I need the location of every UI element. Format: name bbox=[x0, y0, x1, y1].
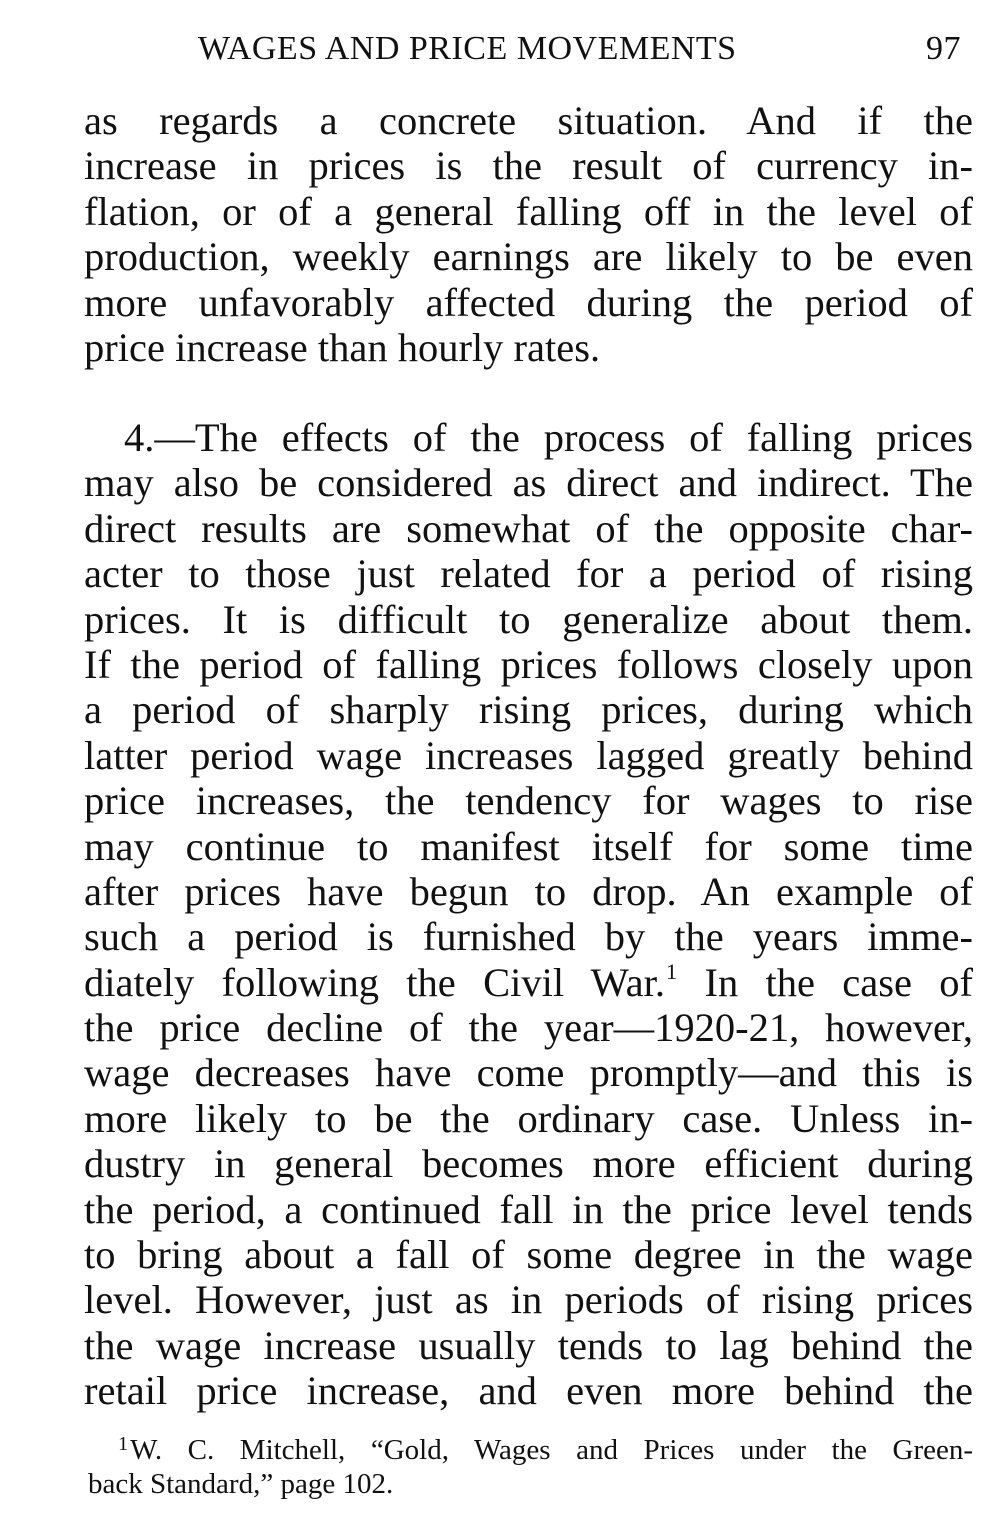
text-line: 4.—The effects of the process of falling prices bbox=[124, 415, 973, 460]
text-line: more likely to be the ordinary case. Unless in- bbox=[84, 1095, 973, 1141]
footnote-marker: 1 bbox=[118, 1432, 129, 1455]
text-line: flation, or of a general falling off in the level of bbox=[84, 188, 973, 234]
paragraph-continued bbox=[84, 98, 973, 370]
footnote-line bbox=[88, 1433, 973, 1467]
text-line: after prices have begun to drop. An example of bbox=[84, 868, 973, 914]
text-line: prices. It is difficult to generalize about them. bbox=[84, 596, 973, 642]
text-line: direct results are somewhat of the opposite char- bbox=[84, 505, 973, 551]
text-line: a period of sharply rising prices, during which bbox=[84, 687, 973, 733]
text-line: latter period wage increases lagged greatly behind bbox=[84, 732, 973, 778]
footnote-line: back Standard,” page 102. bbox=[88, 1468, 394, 1500]
text-line: the wage increase usually tends to lag behind the bbox=[84, 1322, 973, 1368]
text-line: production, weekly earnings are likely to be even bbox=[84, 234, 973, 280]
text-line: price increase than hourly rates. bbox=[84, 324, 601, 370]
text-line: wage decreases have come promptly—and this is bbox=[84, 1050, 973, 1096]
text-segment: diately following the Civil War. bbox=[84, 959, 666, 1005]
text-line: acter to those just related for a period of rising bbox=[84, 551, 973, 597]
text-line: dustry in general becomes more efficient during bbox=[84, 1141, 973, 1187]
text-line: may continue to manifest itself for some time bbox=[84, 823, 973, 869]
text-line: as regards a concrete situation. And if the bbox=[84, 98, 973, 143]
text-line: may also be considered as direct and indirect. The bbox=[84, 460, 973, 506]
running-header bbox=[198, 30, 973, 74]
text-segment: In the case of bbox=[704, 959, 974, 1005]
text-line: the price decline of the year—1920-21, however, bbox=[84, 1005, 973, 1051]
footnote-reference: 1 bbox=[666, 958, 678, 984]
text-line: such a period is furnished by the years imme- bbox=[84, 914, 973, 960]
running-title: WAGES AND PRICE MOVEMENTS bbox=[198, 30, 737, 67]
footnote bbox=[88, 1433, 973, 1501]
text-line: price increases, the tendency for wages to rise bbox=[84, 778, 973, 824]
text-line: level. However, just as in periods of rising prices bbox=[84, 1277, 973, 1323]
text-line: to bring about a fall of some degree in the wage bbox=[84, 1232, 973, 1278]
text-line: increase in prices is the result of currency in- bbox=[84, 143, 973, 189]
text-line: If the period of falling prices follows closely upon bbox=[84, 641, 973, 687]
paragraph-section-4 bbox=[84, 415, 973, 1414]
footnote-text: W. C. Mitchell, “Gold, Wages and Prices under the Green- bbox=[130, 1434, 973, 1466]
text-line-with-footnote bbox=[84, 960, 973, 1005]
page-number: 97 bbox=[926, 30, 961, 67]
text-line: the period, a continued fall in the price level tends bbox=[84, 1186, 973, 1232]
text-line: retail price increase, and even more behind the bbox=[84, 1368, 973, 1414]
text-line: more unfavorably affected during the period of bbox=[84, 279, 973, 325]
